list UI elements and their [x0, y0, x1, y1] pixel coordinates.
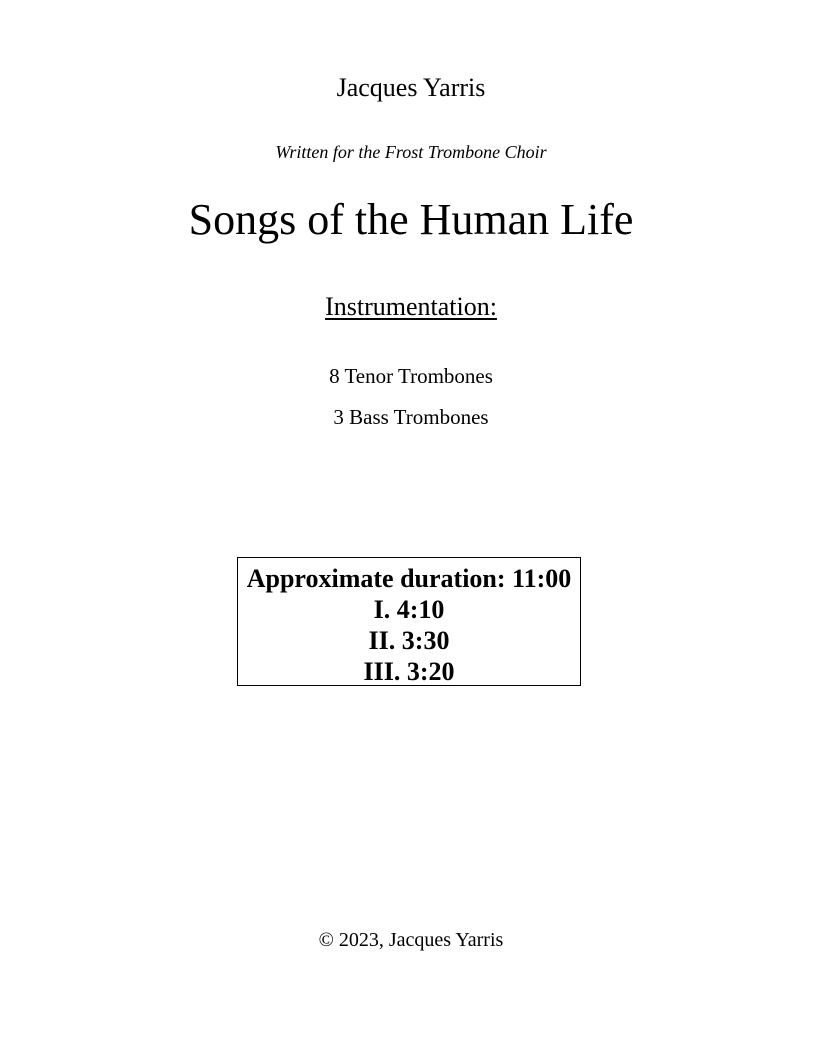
instrument-tenor-trombones: 8 Tenor Trombones: [329, 364, 493, 388]
copyright-notice: © 2023, Jacques Yarris: [318, 929, 504, 951]
page-title: Songs of the Human Life: [188, 195, 634, 244]
instrumentation-list: [0, 356, 822, 438]
duration-box: [237, 557, 581, 686]
instrument-bass-trombones: 3 Bass Trombones: [333, 405, 489, 429]
duration-total: Approximate duration: 11:00: [246, 564, 572, 593]
dedication: Written for the Frost Trombone Choir: [275, 142, 547, 162]
movement-3-duration: III. 3:20: [363, 657, 455, 686]
movement-2-duration: II. 3:30: [368, 626, 450, 655]
movement-1-duration: I. 4:10: [373, 595, 445, 624]
instrumentation-heading: Instrumentation:: [325, 292, 497, 321]
composer-name: Jacques Yarris: [336, 73, 486, 102]
